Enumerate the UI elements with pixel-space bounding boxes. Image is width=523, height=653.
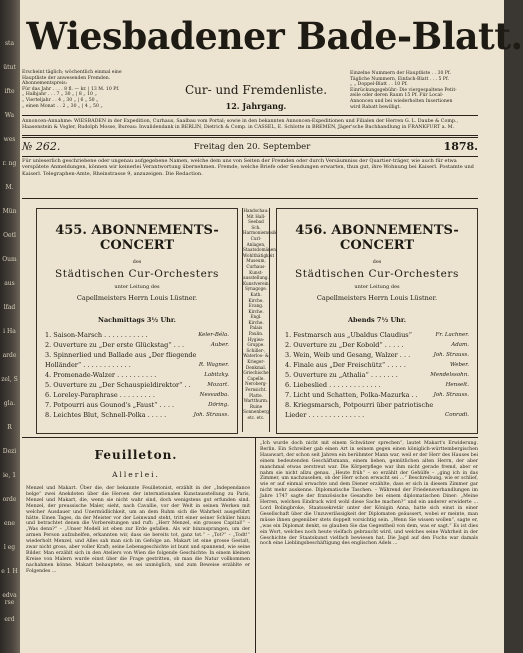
subscription-line: „ einen Monat . . 2 „ 30 „ | 4 „ 50 „ <box>22 103 103 109</box>
composer: R. Wagner. <box>198 362 229 368</box>
piece-title: 8. Leichtes Blut, Schnell-Polka . . . . . <box>45 411 167 419</box>
sight-entry: ausstellung. <box>243 275 269 281</box>
binding-text: lfad <box>3 304 16 311</box>
concert-des: des <box>372 259 382 265</box>
sight-entry: Krieger- <box>247 359 265 365</box>
sight-entry: Platte. <box>249 392 263 398</box>
program-item <box>285 360 469 370</box>
piece-title: 2. Ouverture zu „Der erste Glückstag“ . . . <box>45 341 185 349</box>
binding-text: M. <box>5 184 14 191</box>
subscription-line: Hauptliste der anwesenden Fremden. <box>22 75 111 81</box>
subscription-line: „ Halbjahr . . . 7 „ 30 „ | 8 „ 10 „ <box>22 92 97 98</box>
piece-title: 7. Potpourri aus Gounod's „Faust“ . . . . <box>45 401 175 409</box>
sight-entry: Kath. Kirche. <box>248 291 264 303</box>
pricing-line: Einrückungsgebühr: Die viergespaltene Petit- <box>350 87 457 93</box>
piece-title: 2. Ouverture zu „Der Kobold“ . . . . . <box>285 341 404 349</box>
orchestra-name: Städtischen Cur-Orchesters <box>295 268 459 280</box>
binding-text: e 1 H <box>1 568 18 575</box>
piece-title: 5. Ouverture zu „Athalia“ . . . . . . . <box>285 371 398 379</box>
binding-text: aus <box>4 280 15 287</box>
binding-text: erd <box>4 616 15 623</box>
binding-text: orde <box>2 496 17 503</box>
sight-entry: Evang. Kirche. <box>248 303 264 314</box>
volume-label: 12. Jahrgang. <box>225 101 287 111</box>
subtitle: Cur- und Fremdenliste. <box>184 83 328 97</box>
subscription-line: Abonnementspreis: <box>22 81 68 87</box>
pricing-line: Einzelne Nummern der Hauptliste . . 30 Pf. <box>350 71 451 76</box>
feuilleton-left-column: Menzel und Makart. Über die, der bekannte Feuilletonist, erzählt in der „Independance belge“ zwei Anekdoten über die Heroen der internationalen Kunstausstellung zu Paris, Menzel und Makart, die, wenn sie nicht wahr sind, doch wenigstens gut erfunden sind. Menzel, der preussische Maler, sieht, nach Cavallie, vor der Welt in seinen Werken mit welcher Ausdauer und Unermüdlichkeit, um an dem Ruhm sich die Wahrheit ausgeführt hätte. Einen Tages, da der Meister vor der Leinwand steht, tritt einer seiner Schüler hinzu und betrachtet denen die Vorbereitungen und ruft: „Herr Menzel, ein grosses Capital!“ – „Was denn?“ – „Unser Modell ist eben zur Erde gefallen. Als wir hinzusprangen, um der armen Person aufzuhelfen, erkannten wir, dass sie bereits tot, ganz tot.“ – „Tot?“ – „Todt!“ wiederholt Menzel, und Alles sah man sich im Gefolge an. Makart ist eine grosse Gestalt, zwar nicht gross, aber voller Kraft; seine Lebensgeschichte ist bunt und spannend, wie seine Bilder. Man erzählt sich in den Ateliers von Wien die folgende Geschichte: In einem kleinen Kreise von Malern wurde einst über die Frage gestritten, ob man die Natur vollkommen nachahmen könne. Makart behauptete, es sei unmöglich, und zum Beweise erzählte er Folgendes ... <box>26 486 250 574</box>
binding-text: Oetl <box>3 232 16 239</box>
piece-title: 5. Ouverture zu „Der Schauspieldirektor“ . . <box>45 381 191 389</box>
sight-entry: Sonnenberg <box>243 409 269 415</box>
issue-number: № 262. <box>22 140 61 153</box>
program-item <box>285 340 469 350</box>
concert-title: 455. ABONNEMENTS-CONCERT <box>55 223 219 253</box>
subscription-line: Erscheint täglich; wöchentlich einmal eine <box>22 70 122 75</box>
sight-entry: Curhaus- <box>246 263 266 269</box>
section-heading: Allerlei. <box>112 470 160 479</box>
program-item <box>45 370 229 380</box>
binding-text: Oum <box>2 256 17 263</box>
sight-entry: Capelle. <box>247 375 265 381</box>
sights-column <box>242 208 278 432</box>
evening-concert-program <box>276 208 478 434</box>
binding-text: ie, 1 <box>2 472 17 479</box>
piece-title: 6. Loreley-Paraphrase . . . . . . . . . <box>45 391 155 399</box>
binding-text: ifte <box>4 88 15 95</box>
subscription-line: „ Vierteljahr . . 4 „ 30 „ | 6 „ 50 „ <box>22 97 99 103</box>
sight-entry: Hygiea-Gruppe. <box>247 336 265 348</box>
composer: Mozart. <box>207 382 229 388</box>
subscription-info <box>22 70 160 109</box>
composer: Adam. <box>451 342 469 348</box>
sight-entry: Handschau: <box>243 208 269 213</box>
program-item <box>45 340 229 350</box>
sight-entry: Curl-Anlagen, <box>246 235 266 247</box>
piece-title: 8. Kriegsmarsch, Potpourri über patriotische <box>285 401 434 409</box>
composer: Mendelssohn. <box>430 372 469 378</box>
binding-text: Mün <box>2 208 17 215</box>
sight-entry: Ruine <box>249 403 263 409</box>
program-item <box>45 360 229 370</box>
sight-entry: Griechische <box>243 370 269 376</box>
column-divider <box>255 438 256 653</box>
pricing-line: zeile oder deren Raum 15 Pf. Für Local- <box>350 93 444 99</box>
program-item <box>285 400 469 410</box>
piece-title: 4. Finale aus „Der Freischütz“ . . . . . <box>285 361 406 369</box>
piece-title: 7. Licht und Schatten, Polka-Mazurka . . <box>285 391 418 399</box>
binding-text: Wa <box>4 112 15 119</box>
pricing-line: „ „ Doppel-Blatt . . 10 Pf. <box>350 82 408 88</box>
composer: Labitzky. <box>204 372 229 378</box>
sight-entry: Engl. Kirche. <box>248 314 264 325</box>
program-item <box>285 410 469 420</box>
sight-entry: Neroberg- <box>245 381 267 387</box>
divider <box>22 156 478 157</box>
composer: Conradi. <box>445 412 469 418</box>
issue-date: Freitag den 20. September <box>193 142 311 152</box>
concert-time: Abends 7½ Uhr. <box>348 316 406 324</box>
piece-title: 4. Promenade-Walzer . . . . . . . . . . <box>45 371 157 379</box>
sight-entry: Harmoniemusik <box>243 230 277 236</box>
masthead: Wiesbadener Bade-Blatt. <box>26 14 523 58</box>
binding-text: zel, S <box>1 376 18 383</box>
subscription-line: Für das Jahr . . . . 8 fl. — kr. | 13 M. 10 Pf. <box>22 86 120 92</box>
program-item <box>285 330 469 340</box>
sight-entry: Staatsdomänen. <box>243 247 278 253</box>
sight-entry: Wohlthätigkeit <box>243 252 275 258</box>
binding-edge <box>0 0 20 653</box>
composer: Keler-Béla. <box>198 332 229 338</box>
sight-entry: Mit Hall- <box>246 213 266 219</box>
program-item <box>45 400 229 410</box>
sight-entry: Kunstverein. <box>243 280 270 286</box>
piece-title: 3. Wein, Weib und Gesang, Walzer . . . <box>285 351 411 359</box>
piece-title: 6. Liebeslied . . . . . . . . . . . . . <box>285 381 381 389</box>
feuilleton-heading: Feuilleton. <box>94 448 178 462</box>
sight-entry: Museum, <box>246 258 266 264</box>
pricing-line: Tägliche Nummern, Einfach-Blatt . . . 5 Pf. <box>350 76 450 82</box>
program-item <box>285 390 469 400</box>
program-item <box>45 410 229 420</box>
sight-entry: etc. etc. <box>247 414 265 420</box>
binding-text: Dezi <box>2 448 17 455</box>
sight-entry: Kunst- <box>249 269 263 275</box>
binding-text: l eg <box>3 544 16 551</box>
program-item <box>45 380 229 390</box>
composer: Henselt. <box>445 382 469 388</box>
divider <box>22 135 478 136</box>
advertising-notice: Annoncen-Annahme: WIESBADEN in der Expedition, Curhaus, Saalbau vom Portal; sowie in den bekannten Annoncen-Expeditionen und Filialen der Herren G. L. Daube & Comp., Haasenstein & Vogler, Rudolph Mosse, Bureau: Invalidendank in BERLIN, Dietrich & Comp. in CASSEL, E. Schlotte in BREMEN, Jäger'sche Buchhandlung in FRANKFURT a. M. <box>22 119 459 130</box>
composer: Weber. <box>449 362 469 368</box>
divider <box>22 437 478 438</box>
leadership-label: unter Leitung des <box>114 284 160 290</box>
binding-text: ene <box>4 520 15 527</box>
conductor-name: Capellmeisters Herrn Louis Lüstner. <box>76 294 198 302</box>
program-item <box>45 390 229 400</box>
binding-text: r. ng <box>2 160 17 167</box>
divider <box>22 198 478 199</box>
composer: Nesvadba. <box>199 392 229 398</box>
binding-text: sta <box>4 40 15 47</box>
issue-line <box>22 139 478 155</box>
binding-text: gla. <box>3 400 16 407</box>
binding-text: edvarse <box>2 592 17 606</box>
sight-entry: Wartthurm. <box>243 398 269 404</box>
composer: Döring. <box>208 402 229 408</box>
sight-entry: Schiller-, <box>246 347 266 353</box>
leadership-label: unter Leitung des <box>354 284 400 290</box>
composer: Joh. Strauss. <box>433 392 469 398</box>
piece-title: 3. Spinnerlied und Ballade aus „Der fliegende <box>45 351 197 359</box>
piece-title: 1. Saison-Marsch . . . . . . . . . . . <box>45 331 148 339</box>
pricing-info <box>350 71 478 110</box>
piece-title: 1. Festmarsch aus „Ubaldus Claudius“ <box>285 331 412 339</box>
afternoon-concert-program <box>36 208 238 434</box>
binding-text: wes <box>3 136 16 143</box>
concert-time: Nachmittags 3½ Uhr. <box>98 316 176 324</box>
composer: Joh. Strauss. <box>433 352 469 358</box>
divider <box>22 137 478 138</box>
program-item <box>285 350 469 360</box>
piece-title: Holländer“ . . . . . . . . . . . . <box>45 361 131 369</box>
divider <box>22 115 478 116</box>
sight-entry: Seebad Sch. <box>248 219 264 230</box>
composer: Auber. <box>210 342 229 348</box>
program-item <box>285 370 469 380</box>
binding-text: i Ha <box>3 328 16 335</box>
concert-des: des <box>132 259 142 265</box>
binding-text: ütut <box>3 64 16 71</box>
program-list <box>37 330 237 420</box>
program-item <box>45 330 229 340</box>
composer: Joh. Strauss. <box>193 412 229 418</box>
program-list <box>277 330 477 420</box>
feuilleton-right-column: „Ich wurde doch nicht mit einem Schwätzer sprechen“, lautet Makart's Erwiderung. Berlin. Ein Schreiber gab einen Art in seinem gegen einen königlich-württembergischen Hauswart, der schon seit Jahren ein berühmter Mann war, weil er der Herr des Hauses bei einem bedeutenden Geschäftsmann, einem lieben, gemütlichen alten Herrn, der aber manchmal etwas zerstreut war. Die Körperpflege war ihm nicht gerade fremd, aber er nahm sie nicht allzu genau. „Heute früh“ – so erzählt der Gehülfe – „ging ich in das Zimmer, um nachzusehen, ob der Herr schon erwacht sei ...“ Beschreibung, wie er schlief, wie er auf einmal erwachte und dem Diener erzählte, dass er sich in diesem Zimmer gar nicht mehr auskenne. Diplomatische Taschen. – Während der Friedensverhandlungen im Jahre 1747 sagte der französische Gesandte bei einem diplomatischen Diner: „Meine Herren, welchen Eindruck wird wohl diese Sache machen?“ und ein anderer erwiderte ... Lord Bolingbroke, Staatssekretär unter der Königin Anna, hatte sich einst in einer Gesellschaft über die Unzuverlässigkeit der Diplomaten geäussert, wobei er meinte, man müsse ihnen gegenüber stets doppelt vorsichtig sein. „Wenn Sie wissen wollen“, sagte er, „was ein Diplomat denkt, so glauben Sie das Gegentheil von dem, was er sagt.“ Es ist dies ein Wort, welches noch heute vielfach gebraucht wird, und welches seine Wahrheit in der Geschichte der Staatskunst vielfach bewiesen hat. Die Jagd auf den Fuchs war damals noch eine Lieblingsbeschäftigung des englischen Adels ... <box>260 441 478 547</box>
sight-entry: Synagoge. <box>244 286 268 292</box>
piece-title: Lieder . . . . . . . . . . . . . . <box>285 411 365 419</box>
editorial-notice: Für unleserlich geschriebene oder ungenau aufgegebene Namen, welche dem uns von Seiten der Fremden oder durch Versäumniss der Quartier-träger, wie auch für etwa verspätete Anmeldungen, können wir keinerlei Verantwortung übernehmen. Fremde, welche Briefe oder Sendungen erwarten, thun gut, ihre Wohnung bei Kaiserl. Postamte und Kaiserl. Telegraphen-Amte, Rheinstrasse 9, anzuzeigen. Die Redaction. <box>22 158 474 177</box>
sight-entry: Fernsicht. <box>245 387 267 392</box>
pricing-line: Annoncen und bei wiederholten Insertionen <box>350 98 453 104</box>
orchestra-name: Städtischen Cur-Orchesters <box>55 268 219 280</box>
binding-text: R <box>7 424 12 431</box>
pricing-line: wird Rabatt bewilligt. <box>350 104 401 110</box>
composer: Fr. Lachner. <box>435 332 469 338</box>
conductor-name: Capellmeisters Herrn Louis Lüstner. <box>316 294 438 302</box>
binding-text: arde <box>2 352 17 359</box>
sight-entry: Palais Paulin. <box>248 325 264 337</box>
concert-title: 456. ABONNEMENTS-CONCERT <box>295 223 459 253</box>
program-item <box>45 350 229 360</box>
issue-year: 1878. <box>443 140 478 153</box>
sight-entry: Waterloo- & <box>243 353 269 359</box>
program-item <box>285 380 469 390</box>
sight-entry: Denkmal. <box>245 364 267 370</box>
